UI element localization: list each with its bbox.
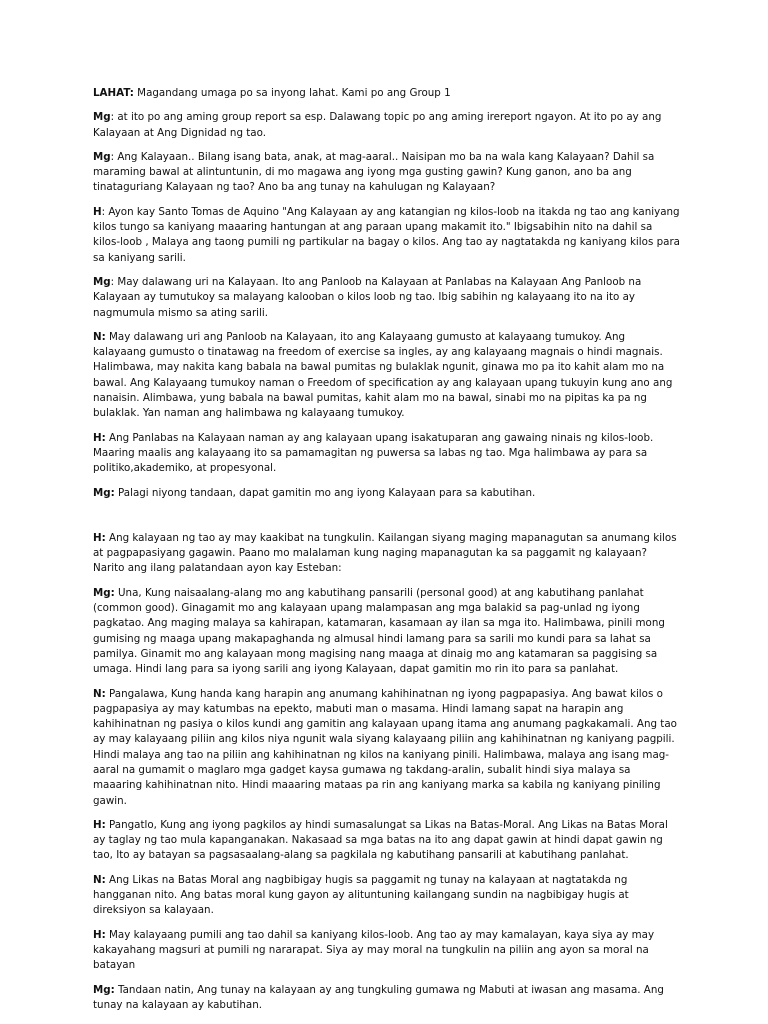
speaker-label: N: [93,687,106,700]
paragraph-text: Magandang umaga po sa inyong lahat. Kami po ang Group 1 [133,87,451,99]
paragraph-text: Pangatlo, Kung ang iyong pagkilos ay hindi sumasalungat sa Likas na Batas-Moral. Ang Likas na Batas Moral ay taglay ng tao mula kapanganakan. Nakasaad sa mga batas na ito ang dapat gawin at hindi dapat gawin ng tao, Ito ay batayan sa pagsasaalang-alang sa pagkilala ng kabutihang pansarili at kabutihang panlahat. [93,818,668,862]
paragraph-text: Ang kalayaan ng tao ay may kaakibat na tungkulin. Kailangan siyang maging mapanagutan sa anumang kilos at pagpapasiyang gagawin. Paano mo malalaman kung naging mapanagutan ka sa paggamit ng kalayaan? Narito ang ilang palatandaan ayon kay Esteban: [93,531,677,575]
paragraph-text: Palagi niyong tandaan, dapat gamitin mo ang iyong Kalayaan para sa kabutihan. [114,486,536,499]
paragraph-12 [93,818,681,864]
paragraph-text: May kalayaang pumili ang tao dahil sa kaniyang kilos-loob. Ang tao ay may kamalayan, kaya siya ay may kakayahang magsuri at pumili ng nararapat. Siya ay may moral na tungkulin na piliin ang ayon sa moral na batayan [93,928,655,972]
paragraph-6 [93,330,681,422]
speaker-label: H: [93,928,106,941]
speaker-label: Mg: [93,586,115,599]
paragraph-text: May dalawang uri ang Panloob na Kalayaan, ito ang Kalayaang gumusto at kalayaang tumukoy. Ang kalayaang gumusto o tinatawag na freedom of exercise sa ingles, ay ang kalayaang magnais o hindi magnais. Halimbawa, may nakita kang babala na bawal pumitas ng bulaklak ngunit, ginawa mo pa ito kahit alam mo na bawal. Ang Kalayaang tumukoy naman o Freedom of specification ay ang kalayaan upang tukuyin kung ano ang nanaisin. Alimbawa, yung babala na bawal pumitas, kahit alam mo na bawal, sinabi mo na pipitas ka pa ng bulaklak. Yan naman ang halimbawa ng kalayaang tumukoy. [93,330,673,420]
paragraph-15 [93,983,681,1014]
paragraph-5 [93,275,681,321]
paragraph-text: Ang Likas na Batas Moral ang nagbibigay hugis sa paggamit ng tunay na kalayaan at nagtatakda ng hangganan nito. Ang batas moral kung gayon ay alituntuning kailangang sundin na nagbibigay hugis at direksiyon sa kalayaan. [93,873,629,917]
paragraph-9 [93,531,681,577]
paragraph-text: : at ito po ang aming group report sa esp. Dalawang topic po ang aming irereport ngayon. At ito po ay ang Kalayaan at Ang Dignidad ng tao. [93,111,662,139]
speaker-label: H: [93,818,106,831]
paragraph-8 [93,486,681,501]
speaker-label: Mg [93,275,111,288]
speaker-label: H [93,205,102,218]
speaker-label: H: [93,531,106,544]
speaker-label: Mg [93,150,111,163]
paragraph-text: : Ayon kay Santo Tomas de Aquino "Ang Kalayaan ay ang katangian ng kilos-loob na itakda ng tao ang kaniyang kilos tungo sa kaniyang maaaring hantungan at ang paraan upang makamit ito." Ibigsabihin nito na dahil sa kilos-loob , Malaya ang taong pumili ng partikular na bagay o kilos. Ang tao ay nagtatakda ng kaniyang kilos para sa kaniyang sarili. [93,205,680,264]
paragraph-3 [93,150,681,196]
paragraph-10 [93,586,681,678]
paragraph-text: Tandaan natin, Ang tunay na kalayaan ay ang tungkuling gumawa ng Mabuti at iwasan ang masama. Ang tunay na kalayaan ay kabutihan. [93,983,664,1011]
speaker-label: LAHAT: [93,87,134,99]
paragraph-14 [93,928,681,974]
speaker-label: Mg [93,111,111,124]
document-page [93,86,681,1022]
speaker-label: N: [93,330,106,343]
speaker-label: N: [93,873,106,886]
paragraph-1 [93,86,681,101]
paragraph-text: : May dalawang uri na Kalayaan. Ito ang Panloob na Kalayaan at Panlabas na Kalayaan Ang Panloob na Kalayaan ay tumutukoy sa malayang kalooban o kilos loob ng tao. Ibig sabihin ng kalayaang ito na ito ay nagmumula mismo sa ating sarili. [93,275,642,319]
paragraph-11 [93,687,681,809]
paragraph-text: : Ang Kalayaan.. Bilang isang bata, anak, at mag-aaral.. Naisipan mo ba na wala kang Kalayaan? Dahil sa maraming bawal at alintuntunin, di mo magawa ang iyong mga gusting gawin? Kung ganon, ano ba ang tinataguriang Kalayaan ng tao? Ano ba ang tunay na kahulugan ng Kalayaan? [93,150,655,194]
paragraph-4 [93,205,681,266]
paragraph-text: Una, Kung naisaalang-alang mo ang kabutihang pansarili (personal good) at ang kabutihang panlahat (common good). Ginagamit mo ang kalayaan upang malampasan ang mga balakid sa pag-unlad ng iyong pagkatao. Ang maging malaya sa kahirapan, katamaran, kasamaan ay ilan sa mga ito. Halimbawa, pinili mong gumising ng maaga upang makapaghanda ng almusal hindi lamang para sa sarili mo kundi para sa lahat sa pamilya. Ginamit mo ang kalayaan mong magising nang maaga at dinaig mo ang katamaran sa paggising sa umaga. Hindi lang para sa iyong sarili ang iyong Kalayaan, dapat gamitin mo rin ito para sa panlahat. [93,586,665,676]
paragraph-13 [93,873,681,919]
paragraph-7 [93,431,681,477]
paragraph-text: Pangalawa, Kung handa kang harapin ang anumang kahihinatnan ng iyong pagpapasiya. Ang bawat kilos o pagpapasiya ay may katumbas na epekto, mabuti man o masama. Hindi lamang sapat na harapin ang kahihinatnan ng pasiya o kilos kundi ang gamitin ang kalayaan upang itama ang anumang pagkakamali. Ang tao ay may kalayaang piliin ang kilos niya ngunit wala siyang kalayaang piliin ang kahihinatnan ng kaniyang pagpili. Hindi malaya ang tao na piliin ang kahihinatnan ng kilos na kaniyang pinili. Halimbawa, malaya ang isang mag-aaral na gumamit o maglaro mga gadget kaysa gumawa ng takdang-aralin, subalit hindi siya malaya sa maaaring kahihinatnan nito. Hindi maaaring mataas pa rin ang kaniyang marka sa kabila ng kaniyang piniling gawin. [93,687,677,807]
paragraph-text: Ang Panlabas na Kalayaan naman ay ang kalayaan upang isakatuparan ang gawaing ninais ng kilos-loob. Maaring maalis ang kalayaang ito sa pamamagitan ng puwersa sa labas ng tao. Mga halimbawa ay para sa politiko,akademiko, at propesyonal. [93,431,654,475]
speaker-label: H: [93,431,106,444]
paragraph-2 [93,110,681,141]
speaker-label: Mg: [93,983,115,996]
speaker-label: Mg: [93,486,115,499]
